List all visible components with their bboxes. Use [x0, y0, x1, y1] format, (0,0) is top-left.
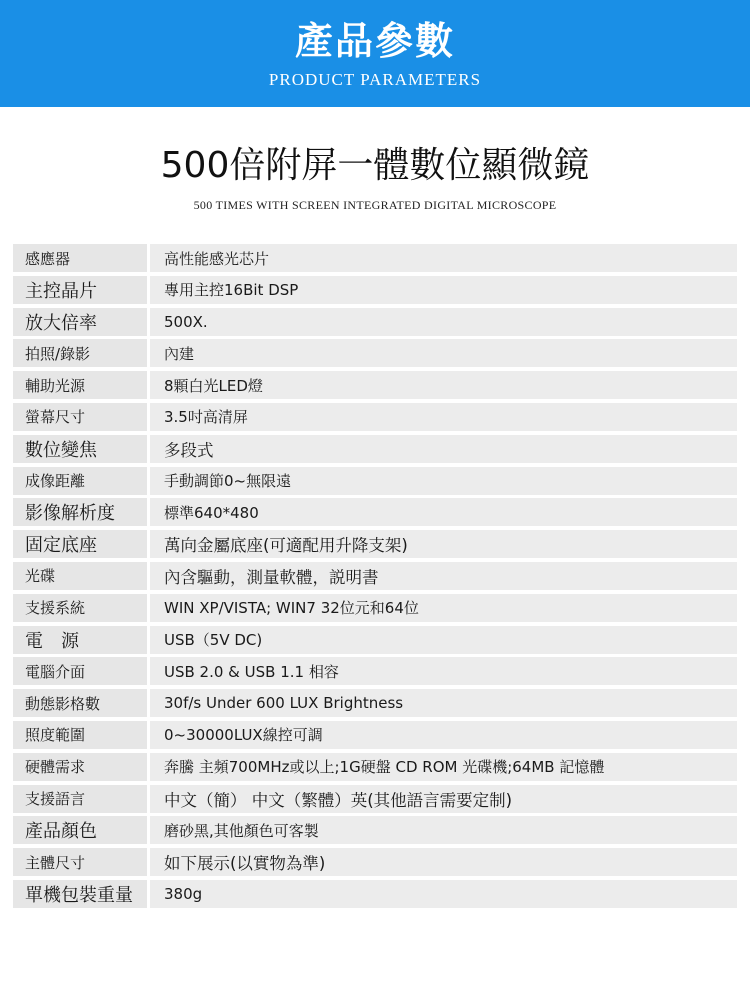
spec-label: 產品顏色 [13, 816, 147, 844]
spec-row [13, 276, 737, 304]
spec-value: 高性能感光芯片 [150, 244, 737, 272]
spec-row [13, 339, 737, 367]
spec-value: 8顆白光LED燈 [150, 371, 737, 399]
spec-row [13, 244, 737, 272]
spec-row [13, 848, 737, 876]
spec-value: 奔騰 主頻700MHz或以上;1G硬盤 CD ROM 光碟機;64MB 記憶體 [150, 753, 737, 781]
spec-value: USB 2.0 & USB 1.1 相容 [150, 657, 737, 685]
spec-value: 多段式 [150, 435, 737, 463]
spec-label: 固定底座 [13, 530, 147, 558]
spec-value: 內含驅動，測量軟體，説明書 [150, 562, 737, 590]
spec-value: 0~30000LUX線控可調 [150, 721, 737, 749]
spec-row [13, 753, 737, 781]
spec-row [13, 785, 737, 813]
spec-value: WIN XP/VISTA; WIN7 32位元和64位 [150, 594, 737, 622]
section-title: 產品參數 [294, 19, 455, 63]
spec-value: 專用主控16Bit DSP [150, 276, 737, 304]
spec-value: 中文（簡） 中文（繁體）英(其他語言需要定制) [150, 785, 737, 813]
spec-label: 輔助光源 [13, 371, 147, 399]
spec-table [13, 244, 737, 912]
spec-value: 500X. [150, 308, 737, 336]
spec-value: 磨砂黑,其他顏色可客製 [150, 816, 737, 844]
spec-row [13, 689, 737, 717]
spec-label: 放大倍率 [13, 308, 147, 336]
spec-value: 萬向金屬底座(可適配用升降支架) [150, 530, 737, 558]
spec-row [13, 562, 737, 590]
spec-row [13, 594, 737, 622]
product-title: 500倍附屏一體數位顯微鏡 [160, 145, 590, 186]
spec-label: 動態影格數 [13, 689, 147, 717]
spec-label: 照度範圍 [13, 721, 147, 749]
spec-label: 螢幕尺寸 [13, 403, 147, 431]
spec-value: 內建 [150, 339, 737, 367]
spec-label: 成像距離 [13, 467, 147, 495]
spec-row [13, 530, 737, 558]
spec-value: 380g [150, 880, 737, 908]
spec-value: 如下展示(以實物為準) [150, 848, 737, 876]
spec-value: 標準640*480 [150, 498, 737, 526]
spec-label: 單機包裝重量 [13, 880, 147, 908]
spec-row [13, 435, 737, 463]
spec-row [13, 467, 737, 495]
header-banner [0, 0, 750, 107]
spec-value: 30f/s Under 600 LUX Brightness [150, 689, 737, 717]
product-subtitle: 500 TIMES WITH SCREEN INTEGRATED DIGITAL MICROSCOPE [193, 198, 557, 212]
spec-row [13, 657, 737, 685]
spec-label: 數位變焦 [13, 435, 147, 463]
spec-row [13, 816, 737, 844]
spec-value: 手動調節0~無限遠 [150, 467, 737, 495]
spec-value: 3.5吋高清屏 [150, 403, 737, 431]
spec-label: 主體尺寸 [13, 848, 147, 876]
spec-row [13, 880, 737, 908]
spec-row [13, 308, 737, 336]
spec-label: 感應器 [13, 244, 147, 272]
spec-label: 光碟 [13, 562, 147, 590]
spec-label: 影像解析度 [13, 498, 147, 526]
spec-label: 支援語言 [13, 785, 147, 813]
spec-value: USB（5V DC) [150, 626, 737, 654]
spec-label: 支援系統 [13, 594, 147, 622]
spec-label: 硬體需求 [13, 753, 147, 781]
spec-row [13, 626, 737, 654]
spec-row [13, 498, 737, 526]
spec-label: 拍照/錄影 [13, 339, 147, 367]
spec-row [13, 721, 737, 749]
spec-label: 主控晶片 [13, 276, 147, 304]
spec-label: 電 源 [13, 626, 147, 654]
section-subtitle: PRODUCT PARAMETERS [268, 70, 482, 89]
spec-row [13, 403, 737, 431]
spec-label: 電腦介面 [13, 657, 147, 685]
spec-row [13, 371, 737, 399]
